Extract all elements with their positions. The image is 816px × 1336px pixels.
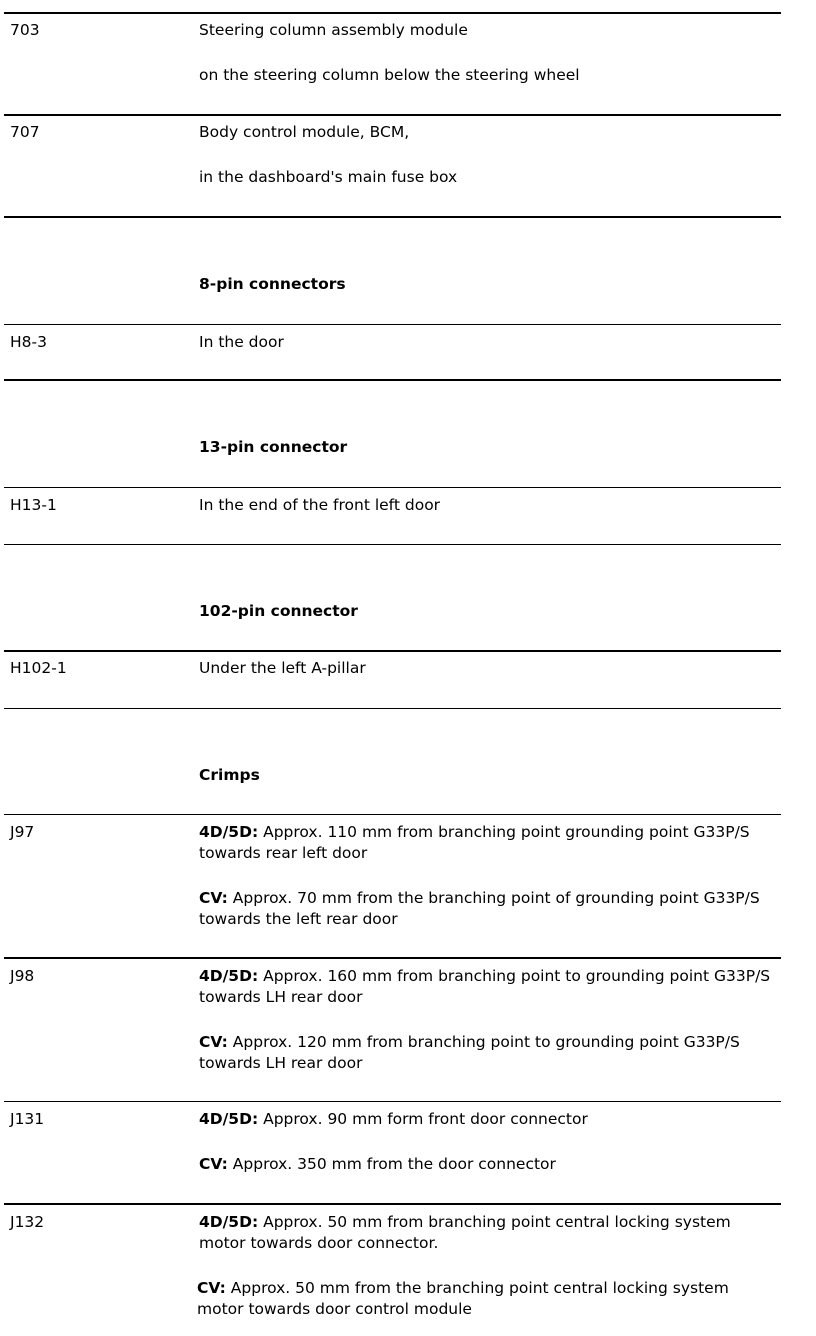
description-line: In the door	[199, 333, 284, 351]
crimp-note-cv: CV: Approx. 350 mm from the door connector	[199, 1155, 556, 1173]
component-code: H102-1	[10, 659, 67, 677]
component-description	[199, 122, 774, 188]
component-description	[199, 20, 774, 86]
divider	[4, 114, 781, 116]
component-code: 703	[10, 21, 40, 39]
description-line: Steering column assembly module	[199, 21, 468, 39]
crimp-description	[199, 1109, 774, 1175]
component-code: H13-1	[10, 496, 57, 514]
crimp-note-4d5d: 4D/5D: Approx. 160 mm from branching point to grounding point G33P/S towards LH rear door	[199, 967, 771, 1006]
crimp-description	[199, 966, 774, 1074]
divider	[4, 324, 781, 325]
crimp-code: J132	[10, 1213, 45, 1231]
crimp-note-cv: CV: Approx. 70 mm from the branching point of grounding point G33P/S towards the left rear door	[199, 889, 760, 928]
description-line: in the dashboard's main fuse box	[199, 168, 458, 186]
divider	[4, 1203, 781, 1205]
section-heading-13-pin: 13-pin connector	[199, 438, 348, 456]
divider	[4, 957, 781, 959]
section-heading-crimps: Crimps	[199, 766, 260, 784]
crimp-note-cv: CV: Approx. 120 mm from branching point to grounding point G33P/S towards LH rear door	[199, 1033, 740, 1072]
description-line: Under the left A-pillar	[199, 659, 366, 677]
crimp-code: J131	[10, 1110, 45, 1128]
divider	[4, 1101, 781, 1102]
crimp-code: J98	[10, 967, 35, 985]
component-description	[199, 658, 774, 679]
crimp-note-4d5d: 4D/5D: Approx. 110 mm from branching point grounding point G33P/S towards rear left door	[199, 823, 750, 862]
divider	[4, 708, 781, 709]
divider	[4, 216, 781, 218]
description-line: In the end of the front left door	[199, 496, 441, 514]
divider	[4, 544, 781, 545]
description-line: on the steering column below the steering wheel	[199, 66, 580, 84]
crimp-note-cv: CV: Approx. 50 mm from the branching point central locking system motor towards door control module	[197, 1279, 729, 1318]
component-code: H8-3	[10, 333, 47, 351]
crimp-description	[199, 822, 774, 930]
section-heading-102-pin: 102-pin connector	[199, 602, 358, 620]
divider	[4, 814, 781, 815]
section-heading-8-pin: 8-pin connectors	[199, 275, 346, 293]
component-description	[199, 495, 774, 516]
component-description	[199, 332, 774, 353]
component-code: 707	[10, 123, 40, 141]
crimp-description	[199, 1212, 774, 1320]
description-line: Body control module, BCM,	[199, 123, 410, 141]
divider	[4, 379, 781, 381]
divider	[4, 487, 781, 488]
crimp-code: J97	[10, 823, 35, 841]
crimp-note-4d5d: 4D/5D: Approx. 50 mm from branching point central locking system motor towards door connector.	[199, 1213, 731, 1252]
crimp-note-4d5d: 4D/5D: Approx. 90 mm form front door connector	[199, 1110, 588, 1128]
divider	[4, 650, 781, 652]
divider	[4, 12, 781, 14]
